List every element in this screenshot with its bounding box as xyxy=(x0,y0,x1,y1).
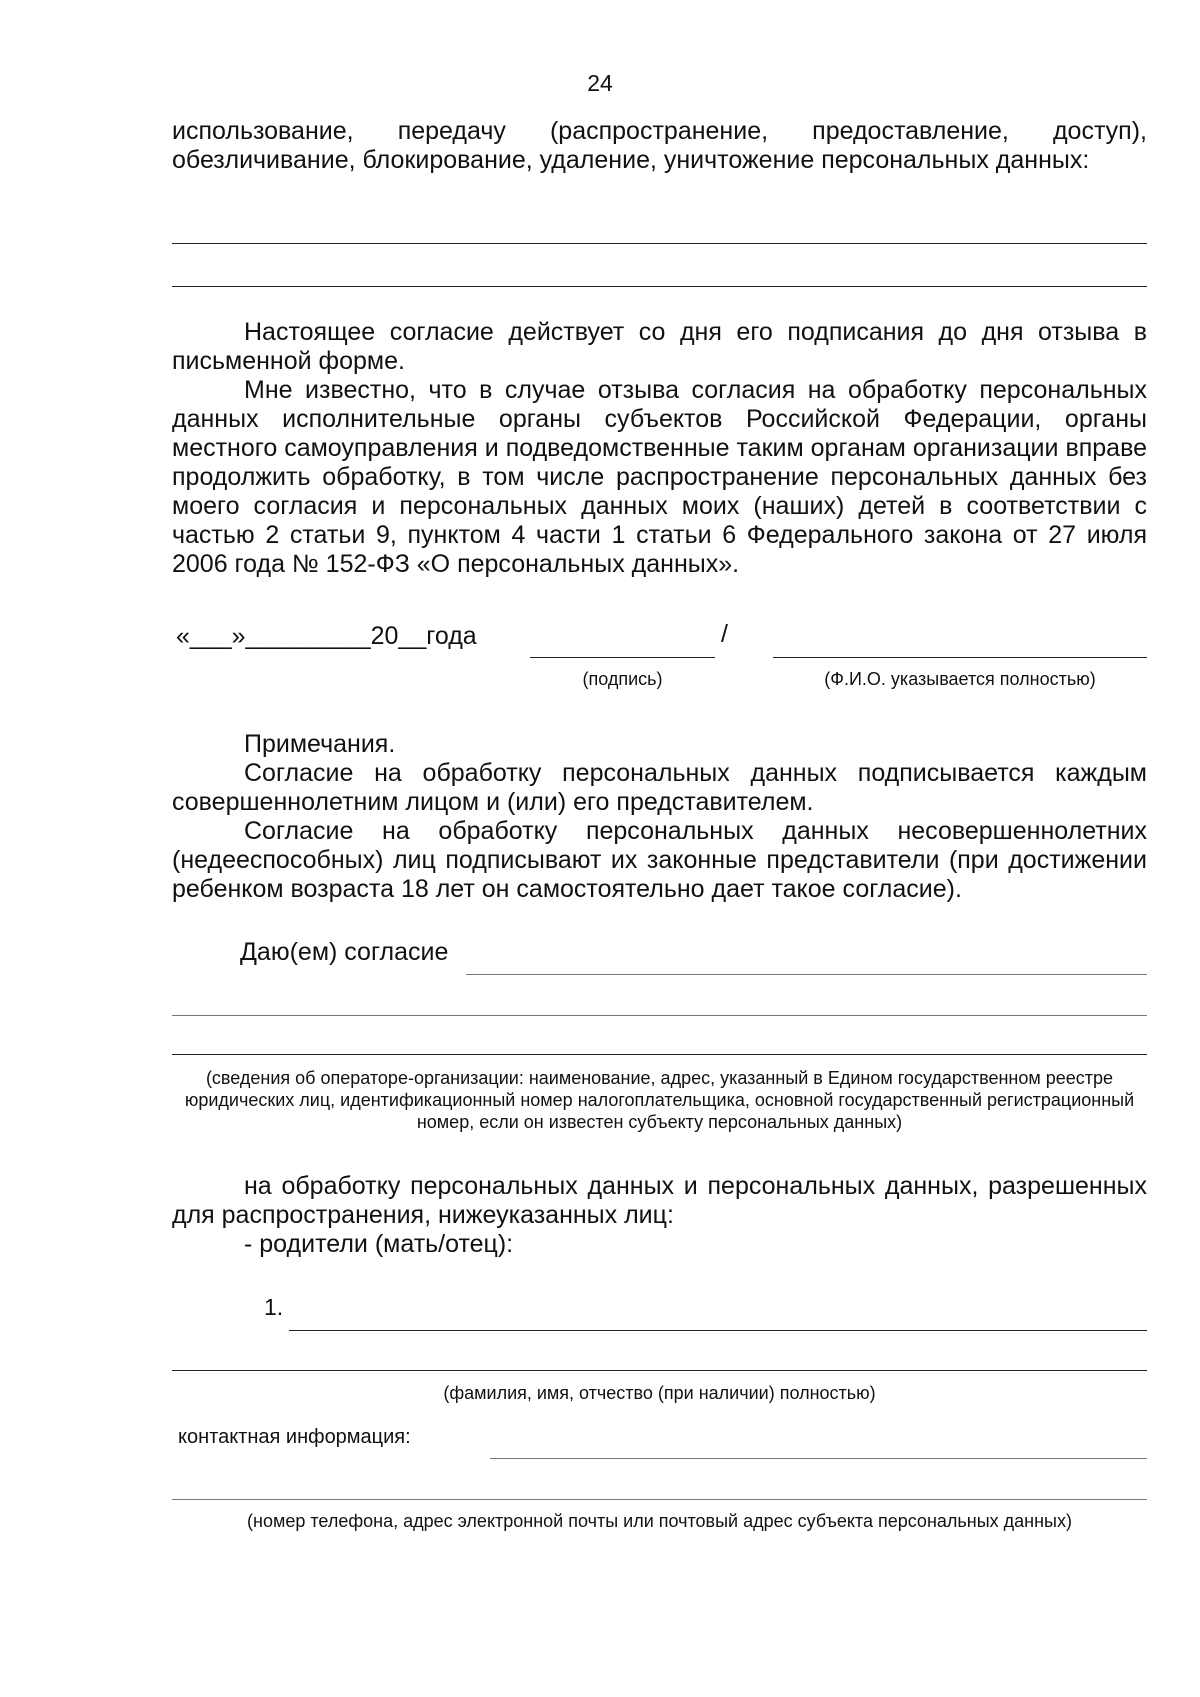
person-name-caption: (фамилия, имя, отчество (при наличии) полностью) xyxy=(443,1383,876,1403)
person-name-line[interactable] xyxy=(172,1370,1147,1371)
page-number: 24 xyxy=(587,70,613,96)
parents-item: - родители (мать/отец): xyxy=(244,1230,514,1258)
person-name-line[interactable] xyxy=(289,1330,1147,1331)
notes-heading: Примечания. xyxy=(244,730,396,758)
intro-line-2: обезличивание, блокирование, удаление, уничтожение персональных данных: xyxy=(172,146,1090,174)
signature-line[interactable] xyxy=(530,657,715,658)
blank-line[interactable] xyxy=(172,243,1147,244)
withdrawal-paragraph: Мне известно, что в случае отзыва согласия на обработку персональных данных исполнительные органы субъектов Российской Федерации, органы местного самоуправления и подведомственные таким органам организации вправе продолжить обработку, в том числе распространение персональных данных без моего согласия и персональных данных моих (наших) детей в соответствии с частью 2 статьи 9, пунктом 4 части 1 статьи 6 Федерального закона от 27 июля 2006 года № 152-ФЗ «О персональных данных». xyxy=(172,376,1147,578)
processing-paragraph: на обработку персональных данных и персональных данных, разрешенных для распространения, нижеуказанных лиц: xyxy=(172,1172,1147,1229)
contact-label: контактная информация: xyxy=(178,1426,411,1448)
intro-line-1: использование, передачу (распространение, предоставление, доступ), xyxy=(172,117,1147,145)
operator-caption: (сведения об операторе-организации: наименование, адрес, указанный в Едином государственном реестре юридических лиц, идентификационный номер налогоплательщика, основной государственный регистрационный номер, если он известен субъекту персональных данных) xyxy=(184,1068,1135,1132)
operator-line[interactable] xyxy=(172,1015,1147,1016)
validity-paragraph: Настоящее согласие действует со дня его подписания до дня отзыва в письменной форме. xyxy=(172,318,1147,375)
consent-label: Даю(ем) согласие xyxy=(240,938,449,966)
contact-caption: (номер телефона, адрес электронной почты или почтовый адрес субъекта персональных данных) xyxy=(247,1511,1072,1531)
blank-line[interactable] xyxy=(172,286,1147,287)
full-name-caption: (Ф.И.О. указывается полностью) xyxy=(824,669,1096,689)
contact-line[interactable] xyxy=(172,1499,1147,1500)
person-number: 1. xyxy=(264,1294,284,1320)
note-1: Согласие на обработку персональных данных подписывается каждым совершеннолетним лицом и (или) его представителем. xyxy=(172,759,1147,816)
operator-line[interactable] xyxy=(172,1054,1147,1055)
signature-caption: (подпись) xyxy=(582,669,663,689)
contact-line[interactable] xyxy=(490,1458,1147,1459)
signature-separator: / xyxy=(721,620,728,648)
date-field[interactable]: «___»_________20__года xyxy=(176,622,477,650)
full-name-line[interactable] xyxy=(773,657,1147,658)
note-2: Согласие на обработку персональных данных несовершеннолетних (недееспособных) лиц подписывают их законные представители (при достижении ребенком возраста 18 лет он самостоятельно дает такое согласие). xyxy=(172,817,1147,903)
operator-line[interactable] xyxy=(466,974,1147,975)
